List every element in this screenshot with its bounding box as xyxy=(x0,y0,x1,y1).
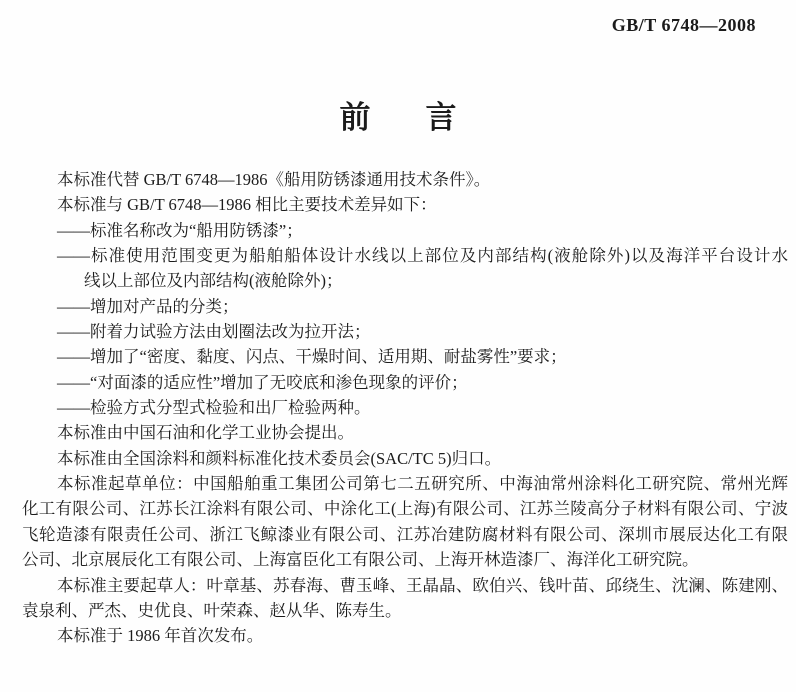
foreword-line: 飞轮造漆有限责任公司、浙江飞鲸漆业有限公司、江苏冶建防腐材料有限公司、深圳市展辰达化工有限 xyxy=(22,524,788,544)
foreword-line: 本标准与 GB/T 6748—1986 相比主要技术差异如下： xyxy=(57,195,437,215)
page-title xyxy=(0,92,796,137)
foreword-line: 本标准起草单位：中国船舶重工集团公司第七二五研究所、中海油常州涂料化工研究院、常州光辉 xyxy=(57,474,788,494)
foreword-line: 线以上部位及内部结构(液舱除外)； xyxy=(84,271,343,291)
foreword-line: 本标准于 1986 年首次发布。 xyxy=(57,626,264,646)
foreword-line: ——标准名称改为“船用防锈漆”； xyxy=(57,220,303,240)
foreword-line: 公司、北京展辰化工有限公司、上海富臣化工有限公司、上海开林造漆厂、海洋化工研究院。 xyxy=(22,550,699,570)
standard-code: GB/T 6748—2008 xyxy=(611,15,756,35)
foreword-line: 本标准主要起草人：叶章基、苏春海、曹玉峰、王晶晶、欧伯兴、钱叶苗、邱绕生、沈澜、陈建刚、 xyxy=(57,575,788,595)
foreword-line: 化工有限公司、江苏长江涂料有限公司、中涂化工(上海)有限公司、江苏兰陵高分子材料有限公司、宁波 xyxy=(22,499,788,519)
foreword-line: ——增加了“密度、黏度、闪点、干燥时间、适用期、耐盐雾性”要求； xyxy=(57,347,567,367)
foreword-line: ——“对面漆的适应性”增加了无咬底和渗色现象的评价； xyxy=(57,372,468,392)
foreword-line: ——增加对产品的分类； xyxy=(57,296,239,316)
foreword-line: ——附着力试验方法由划圈法改为拉开法； xyxy=(57,322,371,342)
foreword-line: 袁泉利、严杰、史优良、叶荣森、赵从华、陈寿生。 xyxy=(22,600,402,620)
foreword-line: 本标准由中国石油和化学工业协会提出。 xyxy=(57,423,354,443)
foreword-line: 本标准由全国涂料和颜料标准化技术委员会(SAC/TC 5)归口。 xyxy=(57,448,502,468)
foreword-line: ——检验方式分型式检验和出厂检验两种。 xyxy=(57,398,371,418)
foreword-line: 本标准代替 GB/T 6748—1986《船用防锈漆通用技术条件》。 xyxy=(57,170,491,189)
page-title-text: 前言 xyxy=(339,100,512,135)
foreword-body xyxy=(22,167,788,649)
foreword-line: ——标准使用范围变更为船舶船体设计水线以上部位及内部结构(液舱除外)以及海洋平台设计水 xyxy=(57,246,788,266)
